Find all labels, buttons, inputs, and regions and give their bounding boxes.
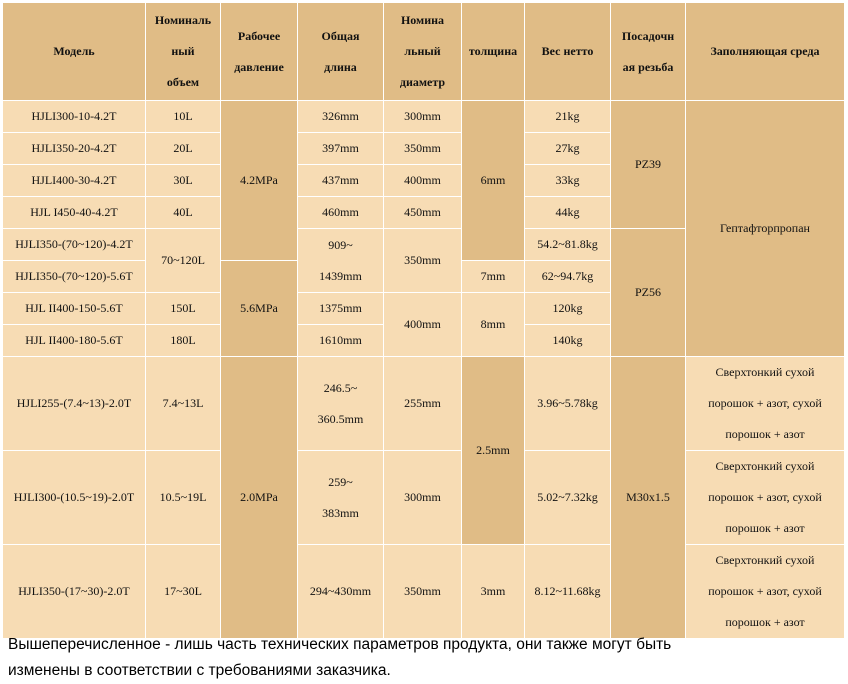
cell-volume: 10.5~19L [146,451,221,545]
cell-length: 1610mm [298,325,384,357]
cell-weight: 44kg [525,197,611,229]
cell-volume: 70~120L [146,229,221,293]
cell-volume: 10L [146,101,221,133]
cell-length: 909~ 1439mm [298,229,384,293]
cell-medium: Сверхтонкий сухой порошок + азот, сухой порошок + азот [686,545,845,639]
cell-weight: 62~94.7kg [525,261,611,293]
cell-weight: 5.02~7.32kg [525,451,611,545]
cell-weight: 21kg [525,101,611,133]
cell-thread: PZ39 [611,101,686,229]
cell-model: HJLI255-(7.4~13)-2.0T [3,357,146,451]
cell-thickness: 3mm [462,545,525,639]
cell-model: HJL II400-150-5.6T [3,293,146,325]
cell-volume: 20L [146,133,221,165]
cell-diameter: 350mm [384,133,462,165]
cell-length: 1375mm [298,293,384,325]
footnote-line: изменены в соответствии с требованиями заказчика. [8,662,391,679]
table-row [3,451,845,545]
cell-medium: Сверхтонкий сухой порошок + азот, сухой порошок + азот [686,451,845,545]
cell-model: HJLI350-(70~120)-4.2T [3,229,146,261]
header-model: Модель [3,3,146,101]
cell-length: 460mm [298,197,384,229]
cell-weight: 33kg [525,165,611,197]
cell-volume: 40L [146,197,221,229]
cell-length: 326mm [298,101,384,133]
cell-model: HJL I450-40-4.2T [3,197,146,229]
table-row [3,357,845,451]
header-weight: Вес нетто [525,3,611,101]
header-thread: Посадочн ая резьба [611,3,686,101]
cell-length: 294~430mm [298,545,384,639]
header-length: Общая длина [298,3,384,101]
cell-weight: 120kg [525,293,611,325]
cell-pressure: 2.0MPa [221,357,298,639]
cell-weight: 8.12~11.68kg [525,545,611,639]
cell-diameter: 400mm [384,165,462,197]
cell-medium: Гептафторпропан [686,101,845,357]
cell-model: HJLI350-(17~30)-2.0T [3,545,146,639]
cell-length: 437mm [298,165,384,197]
spec-table [2,2,845,639]
header-thickness: толщина [462,3,525,101]
cell-volume: 150L [146,293,221,325]
cell-thickness: 6mm [462,101,525,261]
footnote-line: Вышеперечисленное - лишь часть технических параметров продукта, они также могут быть [8,636,672,653]
cell-model: HJLI350-20-4.2T [3,133,146,165]
cell-pressure: 4.2MPa [221,101,298,261]
header-medium: Заполняющая среда [686,3,845,101]
cell-model: HJLI300-(10.5~19)-2.0T [3,451,146,545]
cell-pressure: 5.6MPa [221,261,298,357]
cell-model: HJLI300-10-4.2T [3,101,146,133]
cell-diameter: 300mm [384,101,462,133]
cell-diameter: 450mm [384,197,462,229]
cell-volume: 30L [146,165,221,197]
cell-thread: PZ56 [611,229,686,357]
cell-volume: 17~30L [146,545,221,639]
cell-thickness: 8mm [462,293,525,357]
cell-weight: 140kg [525,325,611,357]
cell-medium: Сверхтонкий сухой порошок + азот, сухой порошок + азот [686,357,845,451]
cell-diameter: 350mm [384,229,462,293]
header-row [3,3,845,101]
table-row [3,545,845,639]
table-row [3,101,845,133]
cell-volume: 180L [146,325,221,357]
cell-thread: M30x1.5 [611,357,686,639]
cell-length: 259~ 383mm [298,451,384,545]
cell-diameter: 350mm [384,545,462,639]
cell-volume: 7.4~13L [146,357,221,451]
cell-diameter: 255mm [384,357,462,451]
cell-model: HJLI350-(70~120)-5.6T [3,261,146,293]
cell-thickness: 2.5mm [462,357,525,545]
cell-diameter: 400mm [384,293,462,357]
header-volume: Номиналь ный объем [146,3,221,101]
cell-model: HJLI400-30-4.2T [3,165,146,197]
cell-weight: 3.96~5.78kg [525,357,611,451]
cell-weight: 27kg [525,133,611,165]
header-diameter: Номина льный диаметр [384,3,462,101]
cell-diameter: 300mm [384,451,462,545]
footnote [8,632,848,684]
cell-thickness: 7mm [462,261,525,293]
cell-length: 246.5~ 360.5mm [298,357,384,451]
header-pressure: Рабочее давление [221,3,298,101]
cell-model: HJL II400-180-5.6T [3,325,146,357]
cell-length: 397mm [298,133,384,165]
cell-weight: 54.2~81.8kg [525,229,611,261]
